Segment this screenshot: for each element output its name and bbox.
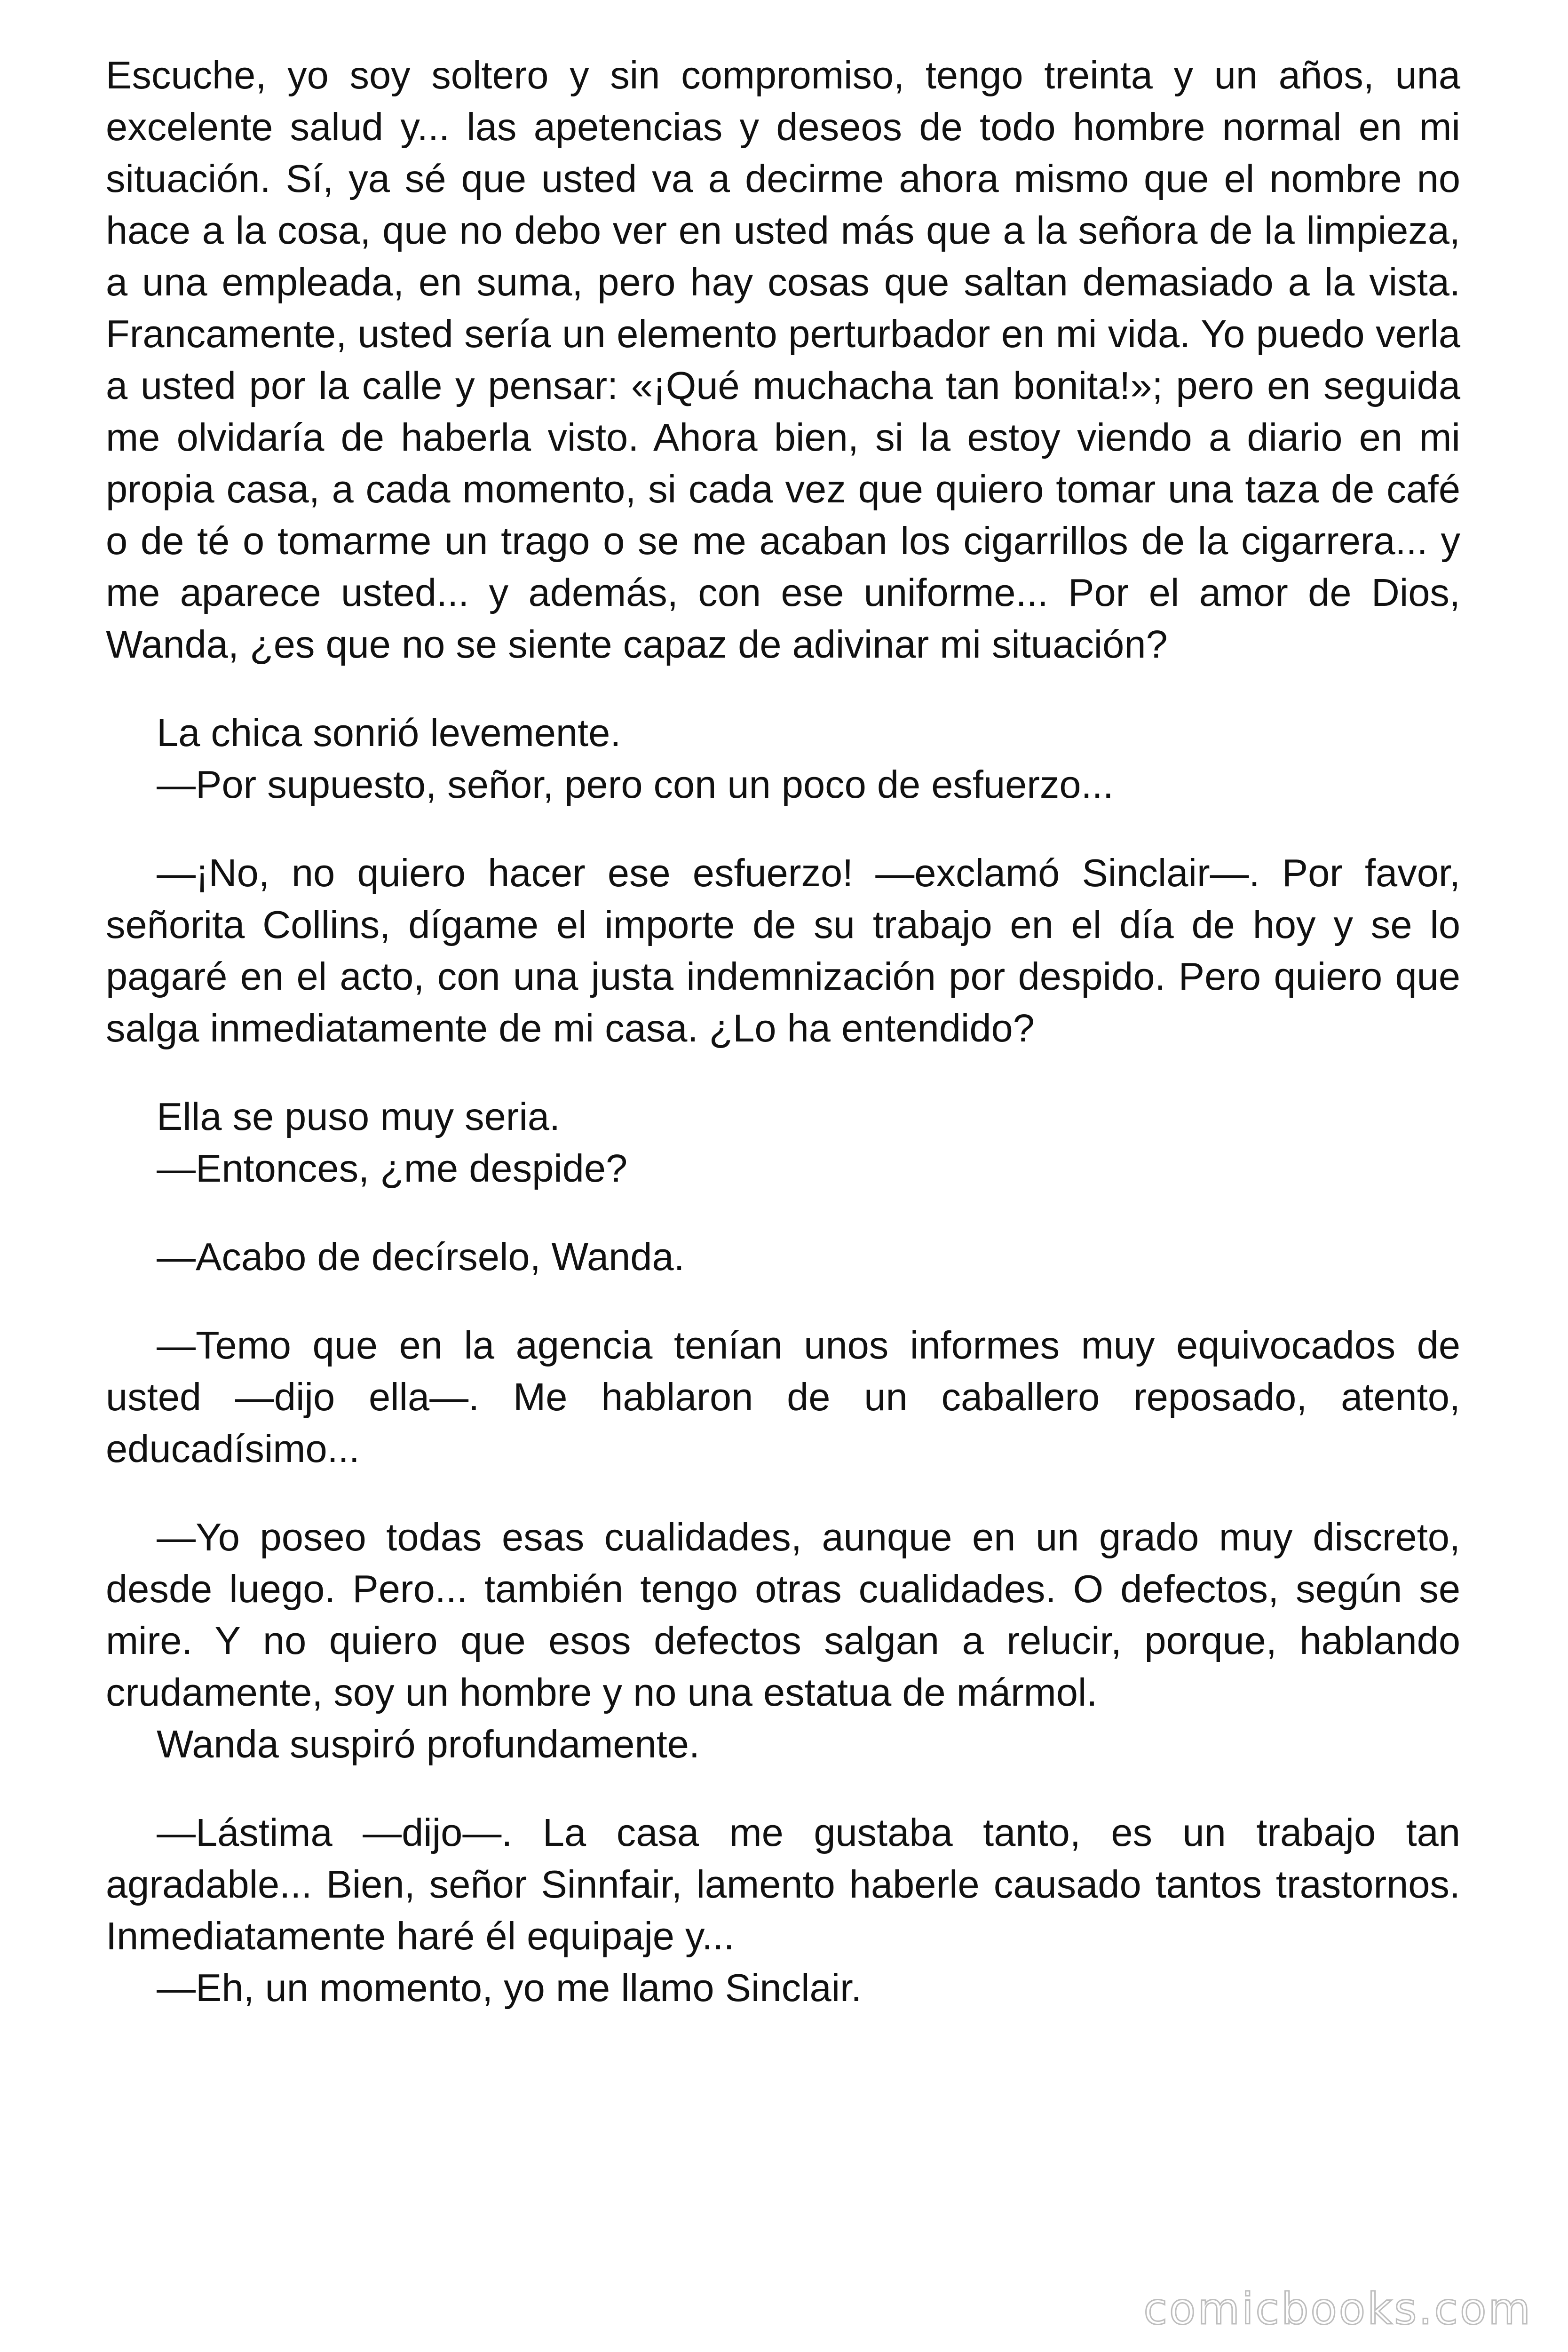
paragraph-11: —Lástima —dijo—. La casa me gustaba tanto, es un trabajo tan agradable... Bien, señor Sinnfair, lamento haberle causado tantos trastornos. Inmediatamente haré él equipaje y... <box>106 1811 1460 1958</box>
paragraph-3: —Por supuesto, señor, pero con un poco de esfuerzo... <box>157 763 1114 806</box>
paragraph-12: —Eh, un momento, yo me llamo Sinclair. <box>157 1966 862 2010</box>
paragraph-4: —¡No, no quiero hacer ese esfuerzo! —exclamó Sinclair—. Por favor, señorita Collins, dígame el importe de su trabajo en el día de hoy y se lo pagaré en el acto, con una justa indemnización por despido. Pero quiero que salga inmediatamente de mi casa. ¿Lo ha entendido? <box>106 851 1460 1050</box>
paragraph-1: Escuche, yo soy soltero y sin compromiso, tengo treinta y un años, una excelente salud y... las apetencias y deseos de todo hombre normal en mi situación. Sí, ya sé que usted va a decirme ahora mismo que el nombre no hace a la cosa, que no debo ver en usted más que a la señora de la limpieza, a una empleada, en suma, pero hay cosas que saltan demasiado a la vista. Francamente, usted sería un elemento perturbador en mi vida. Yo puedo verla a usted por la calle y pensar: «¡Qué muchacha tan bonita!»; pero en seguida me olvidaría de haberla visto. Ahora bien, si la estoy viendo a diario en mi propia casa, a cada momento, si cada vez que quiero tomar una taza de café o de té o tomarme un trago o se me acaban los cigarrillos de la cigarrera... y me aparece usted... y además, con ese uniforme... Por el amor de Dios, Wanda, ¿es que no se siente capaz de adivinar mi situación? <box>106 53 1460 666</box>
paragraph-7: —Acabo de decírselo, Wanda. <box>157 1235 685 1279</box>
paragraph-10: Wanda suspiró profundamente. <box>157 1722 700 1766</box>
paragraph-2: La chica sonrió levemente. <box>157 711 621 755</box>
paragraph-8: —Temo que en la agencia tenían unos informes muy equivocados de usted —dijo ella—. Me hablaron de un caballero reposado, atento, educadísimo... <box>106 1323 1460 1470</box>
watermark-logo: comicbooks.com <box>1143 2284 1532 2334</box>
body-text <box>106 49 1460 2014</box>
paragraph-9: —Yo poseo todas esas cualidades, aunque en un grado muy discreto, desde luego. Pero... también tengo otras cualidades. O defectos, según se mire. Y no quiero que esos defectos salgan a relucir, porque, hablando crudamente, soy un hombre y no una estatua de mármol. <box>106 1515 1460 1714</box>
paragraph-5: Ella se puso muy seria. <box>157 1095 561 1138</box>
paragraph-6: —Entonces, ¿me despide? <box>157 1146 628 1190</box>
